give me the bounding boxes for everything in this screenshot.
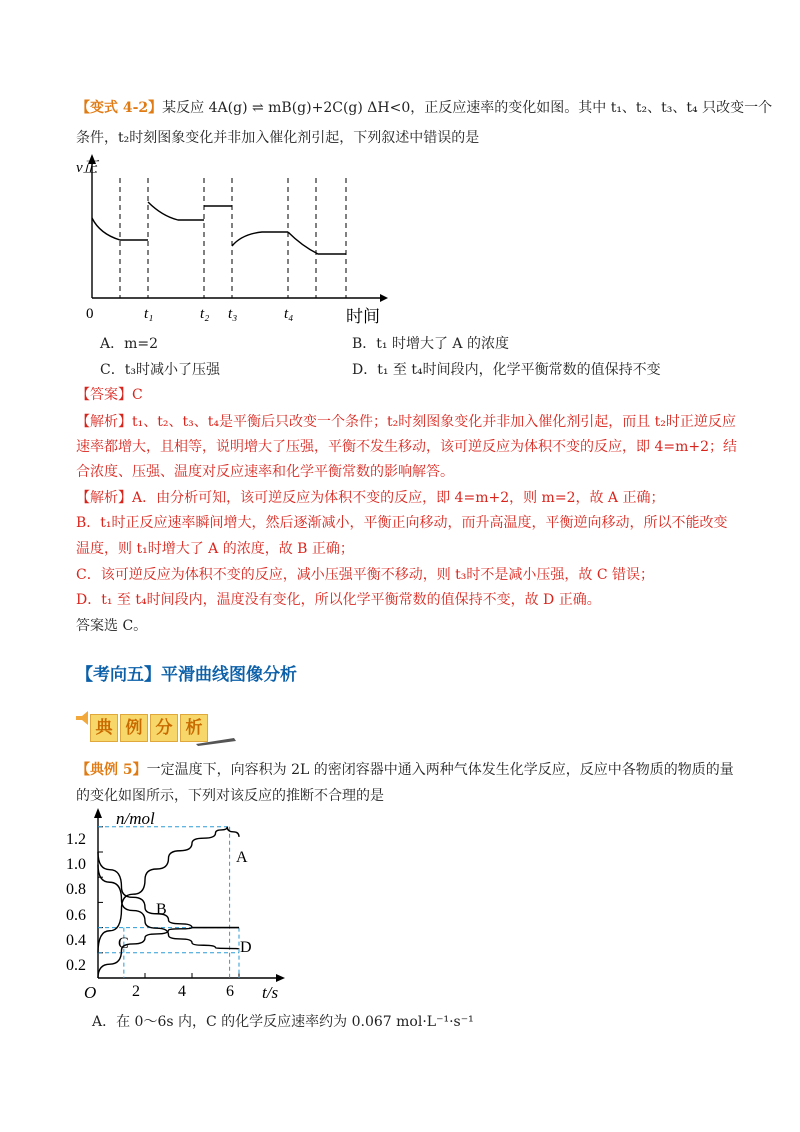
q2-mol-graph	[66, 806, 296, 1006]
q2-ytick-0.2: 0.2	[66, 957, 86, 974]
q1-tick-t4: t₄	[284, 306, 294, 322]
q2-graph-ylabel: n/mol	[116, 809, 155, 828]
q2-graph-origin: O	[84, 983, 97, 1002]
q2-ytick-0.4: 0.4	[66, 932, 86, 949]
megaphone-icon	[74, 710, 94, 726]
q1-analysis2-l4: C．该可逆反应为体积不变的反应，减小压强平衡不移动，则 t₃时不是减小压强，故 C 错误；	[76, 567, 655, 583]
q1-stem-1: 某反应 4A(g) ⇌ mB(g)+2C(g) ΔH<0，正反应速率的变化如图。其中 t₁、t₂、t₃、t₄ 只改变一个	[162, 100, 773, 116]
badge-char-2: 例	[120, 714, 148, 742]
q2-xtick-2: 2	[132, 983, 140, 1000]
series-B-line	[98, 852, 239, 928]
q2-label-D: D	[240, 939, 252, 956]
q2-xtick-6: 6	[226, 983, 234, 1000]
q2-stem-2: 的变化如图所示，下列对该反应的推断不合理的是	[76, 788, 384, 804]
section-title: 【考向五】平滑曲线图像分析	[76, 665, 297, 685]
q1-option-a: A．m=2	[100, 336, 159, 352]
badge-char-4: 析	[180, 714, 208, 742]
q2-label-B: B	[156, 901, 167, 918]
q1-option-d: D．t₁ 至 t₄时间段内，化学平衡常数的值保持不变	[352, 362, 661, 378]
q2-ytick-0.8: 0.8	[66, 881, 86, 898]
badge-char-3: 分	[150, 714, 178, 742]
q1-analysis2-l5: D．t₁ 至 t₄时间段内，温度没有变化，所以化学平衡常数的值保持不变，故 D 正确。	[76, 592, 601, 608]
q1-answer: 【答案】C	[76, 387, 143, 403]
badge-char-1: 典	[90, 714, 118, 742]
q2-stem-1: 一定温度下，向容积为 2L 的密闭容器中通入两种气体发生化学反应，反应中各物质的物质的量	[146, 762, 734, 778]
q1-analysis1-l3: 合浓度、压强、温度对反应速率和化学平衡常数的影响解答。	[76, 464, 454, 480]
example-badge	[76, 714, 210, 742]
q1-rate-graph	[70, 150, 390, 330]
q1-graph-origin: 0	[86, 306, 94, 322]
q1-graph-ylabel: v正	[76, 160, 98, 176]
q1-stem-2: 条件，t₂时刻图象变化并非加入催化剂引起，下列叙述中错误的是	[76, 130, 480, 146]
q1-option-c: C．t₃时减小了压强	[100, 362, 220, 378]
q1-analysis2-l2: B．t₁时正反应速率瞬间增大，然后逐渐减小，平衡正向移动，而升高温度，平衡逆向移动，所以不能改变	[76, 515, 728, 531]
q1-final-answer: 答案选 C。	[76, 618, 148, 634]
q2-option-a: A．在 0～6s 内，C 的化学反应速率约为 0.067 mol·L⁻¹·s⁻¹	[92, 1014, 474, 1030]
q2-label-C: C	[118, 935, 129, 952]
q2-xtick-4: 4	[178, 983, 186, 1000]
pen-icon	[194, 734, 238, 748]
q1-line1	[76, 98, 772, 118]
q1-tick-t3: t₃	[228, 306, 238, 322]
q2-graph-xlabel: t/s	[262, 983, 279, 1002]
q2-label-A: A	[236, 849, 248, 866]
q2-ytick-1.0: 1.0	[66, 856, 86, 873]
q1-graph-xlabel: 时间	[346, 307, 380, 326]
q1-tag: 【变式 4-2】	[76, 100, 163, 116]
q1-analysis2-l1: 【解析】A．由分析可知，该可逆反应为体积不变的反应，即 4=m+2，则 m=2，故 A 正确；	[76, 490, 665, 506]
q1-tick-t1: t₁	[144, 306, 154, 322]
q1-analysis2-l3: 温度，则 t₁时增大了 A 的浓度，故 B 正确；	[76, 541, 354, 557]
q1-analysis1-l2: 速率都增大，且相等，说明增大了压强，平衡不发生移动，该可逆反应为体积不变的反应，即 4=m+2；结	[76, 439, 737, 455]
q1-option-b: B．t₁ 时增大了 A 的浓度	[352, 336, 509, 352]
q1-analysis1-l1: 【解析】t₁、t₂、t₃、t₄是平衡后只改变一个条件；t₂时刻图象变化并非加入催化剂引起，而且 t₂时正逆反应	[76, 414, 736, 430]
q2-line1	[76, 760, 734, 780]
q2-ytick-0.6: 0.6	[66, 907, 86, 924]
q2-tag: 【典例 5】	[76, 762, 147, 778]
q1-tick-t2: t₂	[200, 306, 210, 322]
q2-ytick-1.2: 1.2	[66, 831, 86, 848]
